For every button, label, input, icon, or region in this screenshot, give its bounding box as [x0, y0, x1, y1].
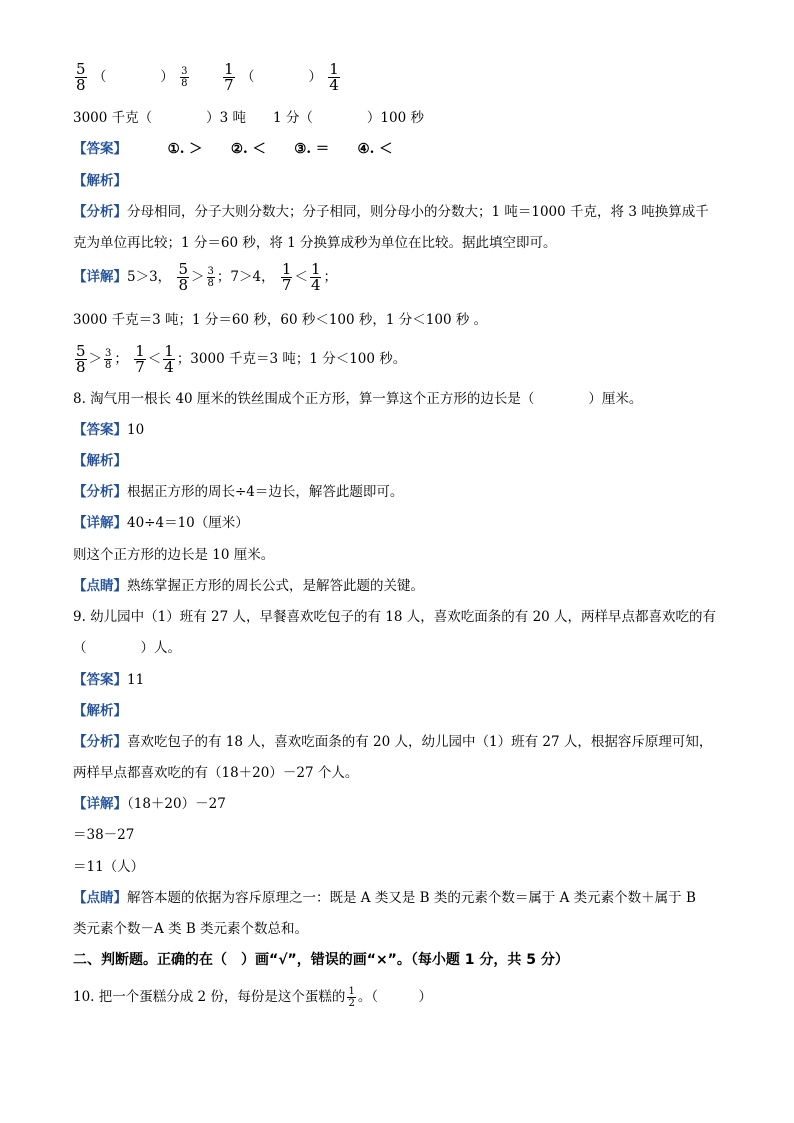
fraction: $\frac{1}{4}$	[310, 260, 321, 294]
detail-text: 则这个正方形的边长是 10 厘米。	[73, 547, 275, 563]
comment-line: 【点睛】熟练掌握正方形的周长公式，是解答此题的关键。	[73, 578, 424, 594]
question-9-cont: （ ）人。	[73, 640, 181, 656]
comment-tag: 【点睛】	[73, 890, 127, 906]
fenxi-line	[73, 202, 734, 222]
analysis-line	[73, 171, 734, 191]
fenxi-line: 【分析】根据正方形的周长÷4＝边长，解答此题即可。	[73, 484, 404, 500]
detail-text: 3000 千克＝3 吨；1 分＝60 秒，60 秒＜100 秒，1 分＜100 秒 。	[73, 312, 488, 328]
answer-item: ④. ＜	[357, 141, 393, 157]
detail-line: 【详解】40÷4＝10（厘米）	[73, 515, 249, 531]
section-heading: 二、判断题。正确的在（ ）画“√”，错误的画“×”。（每小题 1 分，共 5 分）	[73, 952, 569, 968]
comment-line: 【点睛】解答本题的依据为容斥原理之一：既是 A 类又是 B 类的元素个数＝属于 A 类元素个数＋属于 B	[73, 890, 696, 906]
fraction: $\frac{3}{8}$	[207, 266, 214, 289]
fraction: $\frac{5}{8}$	[76, 60, 86, 94]
fenxi-tag: 【分析】	[73, 734, 127, 750]
fenxi-text: 分母相同，分子大则分数大；分子相同，则分母小的分数大；1 吨＝1000 千克，将 3 吨换算成千	[127, 204, 709, 220]
blank-parenthesis: （ ）	[240, 69, 322, 85]
analysis-tag: 【解析】	[73, 453, 127, 469]
detail-tag: 【详解】	[73, 269, 127, 285]
fenxi-text-cont: 两样早点都喜欢吃的有（18＋20）－27 个人。	[73, 765, 359, 781]
analysis-tag: 【解析】	[73, 703, 127, 719]
detail-line: 【详解】5＞3， $\frac{5}{8}$ ＞ $\frac{3}{8}$ ；7＞4， $\frac{1}{7}$ ＜ $\frac{1}{4}$ ；	[73, 260, 337, 294]
answer-line	[73, 670, 734, 690]
question-9: 9. 幼儿园中（1）班有 27 人，早餐喜欢吃包子的有 18 人，喜欢吃面条的有 20 人，两样早点都喜欢吃的有	[73, 609, 717, 625]
detail-tag: 【详解】	[73, 796, 127, 812]
fraction: $\frac{1}{2}$	[348, 986, 355, 1009]
fenxi-line: 【分析】喜欢吃包子的有 18 人，喜欢吃面条的有 20 人，幼儿园中（1）班有 27 人，根据容斥原理可知，	[73, 734, 713, 750]
answer-item: ③. ＝	[294, 141, 330, 157]
answer-line	[73, 139, 734, 159]
fraction: $\frac{1}{4}$	[164, 342, 174, 376]
answer-value: 11	[127, 672, 145, 688]
compare-row-fractions	[73, 62, 734, 93]
fraction: $\frac{1}{7}$	[224, 60, 234, 94]
question-8: 8. 淘气用一根长 40 厘米的铁丝围成个正方形，算一算这个正方形的边长是（ ）厘米。	[73, 391, 643, 407]
fenxi-text-cont: 克为单位再比较；1 分＝60 秒，将 1 分换算成秒为单位在比较。据此填空即可。	[73, 235, 557, 251]
answer-tag: 【答案】	[73, 422, 127, 438]
answer-tag: 【答案】	[73, 141, 127, 157]
fraction: $\frac{1}{4}$	[329, 60, 339, 94]
compare-row-units: 3000 千克（ ）3 吨 1 分（ ）100 秒	[73, 110, 424, 126]
answer-tag: 【答案】	[73, 672, 127, 688]
answer-value: 10	[127, 422, 145, 438]
fenxi-tag: 【分析】	[73, 484, 127, 500]
detail-conclusion: $\frac{5}{8}$ ＞ $\frac{3}{8}$ ； $\frac{1}{7}$ ＜ $\frac{1}{4}$ ；3000 千克＝3 吨；1 分＜100 秒。	[76, 342, 407, 376]
fenxi-tag: 【分析】	[73, 204, 127, 220]
detail-tag: 【详解】	[73, 515, 127, 531]
analysis-line	[73, 451, 734, 471]
question-10: 10. 把一个蛋糕分成 2 份，每份是这个蛋糕的 $\frac{1}{2}$ 。（ ）	[73, 986, 433, 1009]
detail-step: ＝38－27	[73, 827, 135, 843]
fraction: $\frac{1}{7}$	[281, 260, 292, 294]
detail-step: ＝11（人）	[73, 859, 145, 875]
comment-tag: 【点睛】	[73, 578, 127, 594]
fraction: $\frac{3}{8}$	[105, 348, 112, 371]
blank-parenthesis: （ ）	[92, 69, 174, 85]
fraction: $\frac{5}{8}$	[76, 342, 86, 376]
analysis-line	[73, 701, 734, 721]
answer-line	[73, 420, 734, 440]
fraction: $\frac{1}{7}$	[135, 342, 145, 376]
answer-item: ②. ＜	[230, 141, 266, 157]
comment-text-cont: 类元素个数－A 类 B 类元素个数总和。	[73, 921, 309, 937]
answer-item: ①. ＞	[167, 141, 203, 157]
fraction: $\frac{5}{8}$	[178, 260, 189, 294]
detail-line: 【详解】（18＋20）－27	[73, 796, 226, 812]
fraction: $\frac{3}{8}$	[181, 66, 188, 89]
analysis-tag: 【解析】	[73, 173, 127, 189]
